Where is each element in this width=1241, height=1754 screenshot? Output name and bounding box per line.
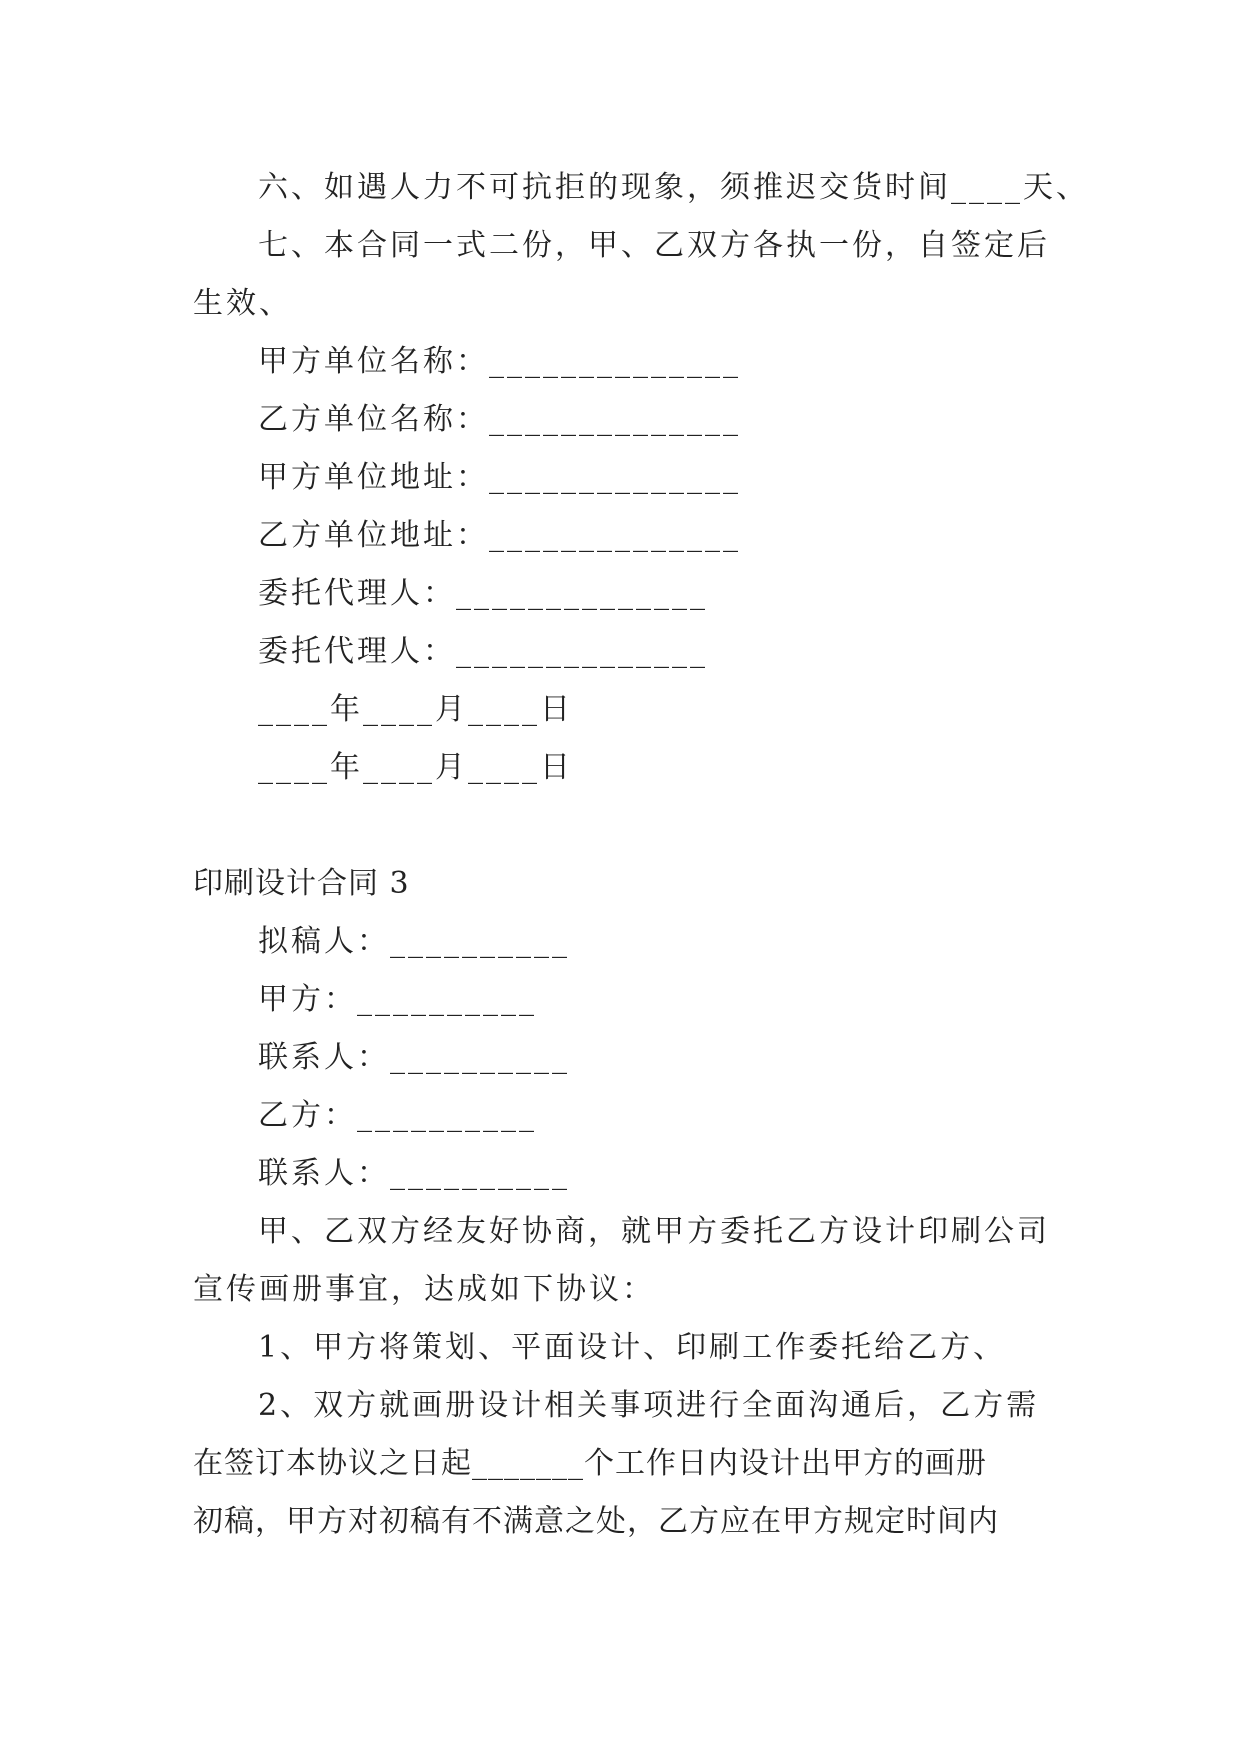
party-a-name-field: 甲方单位名称：______________ <box>258 344 741 379</box>
item-two: 2、双方就画册设计相关事项进行全面沟通后，乙方需 <box>258 1388 1040 1423</box>
party-a-address-field: 甲方单位地址：______________ <box>258 460 741 495</box>
clause-six: 六、如遇人力不可抗拒的现象，须推迟交货时间____天、 <box>258 170 1089 205</box>
party-b-name-field: 乙方单位名称：______________ <box>258 402 741 437</box>
section-title: 印刷设计合同 3 <box>193 866 410 901</box>
item-two-cont-1: 在签订本协议之日起_______个工作日内设计出甲方的画册 <box>193 1446 987 1481</box>
party-b-address-field: 乙方单位地址：______________ <box>258 518 741 553</box>
intro-paragraph-cont: 宣传画册事宜，达成如下协议： <box>193 1272 655 1307</box>
agent-field-1: 委托代理人：______________ <box>258 576 708 611</box>
agent-field-2: 委托代理人：______________ <box>258 634 708 669</box>
date-field-2: ____年____月____日 <box>258 750 573 785</box>
contact-field-1: 联系人：__________ <box>258 1040 570 1075</box>
contact-field-2: 联系人：__________ <box>258 1156 570 1191</box>
party-b-field: 乙方：__________ <box>258 1098 537 1133</box>
party-a-field: 甲方：__________ <box>258 982 537 1017</box>
intro-paragraph: 甲、乙双方经友好协商，就甲方委托乙方设计印刷公司 <box>258 1214 1050 1249</box>
clause-seven-cont: 生效、 <box>193 286 292 321</box>
date-field-1: ____年____月____日 <box>258 692 573 727</box>
item-one: 1、甲方将策划、平面设计、印刷工作委托给乙方、 <box>258 1330 1007 1365</box>
item-two-cont-2: 初稿，甲方对初稿有不满意之处，乙方应在甲方规定时间内 <box>193 1504 999 1539</box>
drafter-field: 拟稿人：__________ <box>258 924 570 959</box>
clause-seven: 七、本合同一式二份，甲、乙双方各执一份，自签定后 <box>258 228 1050 263</box>
